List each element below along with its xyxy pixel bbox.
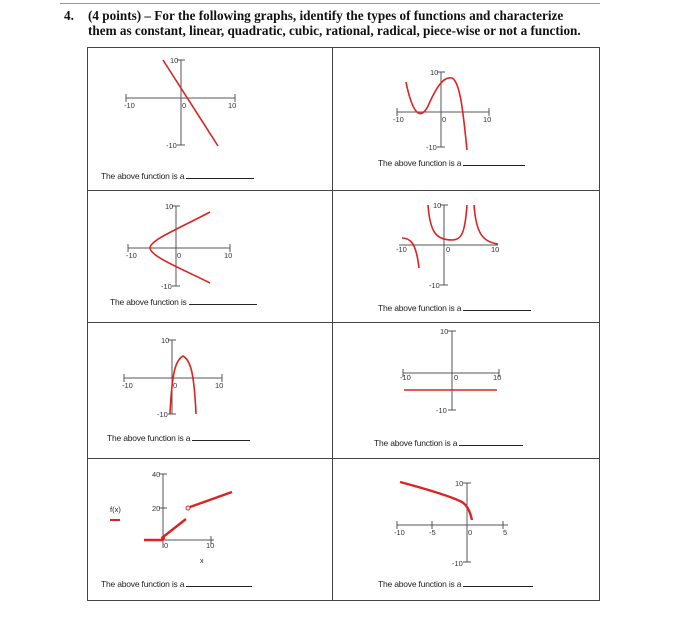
caption-1 xyxy=(101,170,254,181)
answer-blank-6[interactable] xyxy=(459,437,523,446)
caption-4 xyxy=(378,302,531,313)
graph-6-xtick-left: -10 xyxy=(400,373,411,382)
caption-8-text: The above function is a xyxy=(378,579,462,589)
graph-3-xtick-left: -10 xyxy=(126,251,137,260)
graph-7-closed-dot xyxy=(161,536,165,540)
answer-blank-4[interactable] xyxy=(463,302,531,311)
graph-5-ytick-bottom: -10 xyxy=(157,410,168,419)
caption-8 xyxy=(378,578,533,589)
graph-4-xtick-right: 10 xyxy=(491,245,500,254)
graph-5-xtick-zero: 0 xyxy=(173,381,178,390)
graph-7-legend-label: f(x) xyxy=(110,505,121,514)
graph-8-xtick-right: 5 xyxy=(503,528,508,537)
graph-2-xtick-right: 10 xyxy=(483,115,492,124)
graph-8-ytick-bottom: -10 xyxy=(452,559,463,568)
graph-3-ytick-top: 10 xyxy=(165,202,174,211)
graph-2-xtick-left: -10 xyxy=(393,115,404,124)
graph-8-ytick-top: 10 xyxy=(455,479,464,488)
graph-4-ytick-bottom: -10 xyxy=(429,281,440,290)
graph-8-xtick-zero: 0 xyxy=(468,528,473,537)
graph-8-xtick-left: -10 xyxy=(394,528,405,537)
graph-5-ytick-top: 10 xyxy=(161,336,170,345)
caption-7-text: The above function is a xyxy=(101,579,185,589)
graph-7-x-label: x xyxy=(200,558,204,565)
graph-1-xtick-right: 10 xyxy=(228,101,237,110)
graph-8-radical xyxy=(394,479,508,568)
graph-3-xtick-zero: 0 xyxy=(177,251,182,260)
graph-3-xtick-right: 10 xyxy=(224,251,233,260)
graph-3-not-a-function xyxy=(126,202,232,291)
graph-6-constant xyxy=(400,327,501,415)
caption-5-text: The above function is a xyxy=(107,433,191,443)
graph-1-xtick-left: -10 xyxy=(124,101,135,110)
question-line-1: (4 points) – For the following graphs, identify the types of functions and characterize xyxy=(88,8,564,23)
answer-blank-3[interactable] xyxy=(189,296,257,305)
graph-4-xtick-zero: 0 xyxy=(446,245,451,254)
answer-blank-8[interactable] xyxy=(463,578,533,587)
graph-3-ytick-bottom: -10 xyxy=(161,282,172,291)
caption-6 xyxy=(374,437,523,448)
answer-blank-2[interactable] xyxy=(463,157,525,166)
graph-4-xtick-left: -10 xyxy=(396,245,407,254)
graph-2-ytick-bottom: -10 xyxy=(426,143,437,152)
graph-7-legend-swatch xyxy=(110,519,120,521)
caption-7 xyxy=(101,578,252,589)
graph-4-curve-middle xyxy=(428,205,467,240)
caption-1-text: The above function is a xyxy=(101,171,185,181)
graph-7-segment-2 xyxy=(163,519,186,537)
caption-4-text: The above function is a xyxy=(378,303,462,313)
caption-6-text: The above function is a xyxy=(374,438,458,448)
graph-1-curve xyxy=(163,60,218,146)
graph-6-ytick-bottom: -10 xyxy=(436,406,447,415)
graph-5-xtick-right: 10 xyxy=(215,381,224,390)
graph-7-legend xyxy=(110,505,121,521)
answer-blank-5[interactable] xyxy=(192,432,250,441)
graph-8-xtick-mid: -5 xyxy=(429,528,436,537)
graph-1-ytick-top: 10 xyxy=(170,56,179,65)
graph-1-xtick-zero: 0 xyxy=(182,101,187,110)
graph-1-ytick-bottom: -10 xyxy=(166,141,177,150)
graph-7-ytick-mid: 20 xyxy=(152,504,161,513)
graph-7-xtick-right: 10 xyxy=(206,541,215,550)
graph-2-cubic xyxy=(393,68,491,152)
graph-4-rational xyxy=(396,201,499,290)
graph-2-xtick-zero: 0 xyxy=(442,115,447,124)
question-number: 4. xyxy=(64,8,74,23)
graph-1-linear xyxy=(124,56,236,150)
answer-blank-1[interactable] xyxy=(186,170,254,179)
graph-7-piecewise xyxy=(144,470,232,550)
graph-2-ytick-top: 10 xyxy=(430,68,439,77)
graph-5-radical xyxy=(122,336,223,419)
caption-2 xyxy=(378,157,525,168)
graph-4-ytick-top: 10 xyxy=(433,201,442,210)
graph-6-xtick-zero: 0 xyxy=(454,373,459,382)
graph-6-xtick-right: 10 xyxy=(493,373,502,382)
graph-7-ytick-top: 40 xyxy=(152,470,161,479)
graph-4-curve-right xyxy=(474,205,498,244)
caption-3-text: The above function is xyxy=(110,297,187,307)
caption-5 xyxy=(107,432,250,443)
answer-blank-7[interactable] xyxy=(186,578,252,587)
graph-5-xtick-left: -10 xyxy=(122,381,133,390)
graph-7-segment-3 xyxy=(190,492,232,507)
caption-2-text: The above function is a xyxy=(378,158,462,168)
caption-3 xyxy=(110,296,257,307)
graph-7-open-dot xyxy=(186,506,190,510)
graph-7-xtick-zero: 0 xyxy=(164,541,169,550)
graph-6-ytick-top: 10 xyxy=(440,327,449,336)
graph-2-curve xyxy=(406,78,467,150)
question-line-2: them as constant, linear, quadratic, cubic, rational, radical, piece-wise or not a function. xyxy=(88,23,581,38)
